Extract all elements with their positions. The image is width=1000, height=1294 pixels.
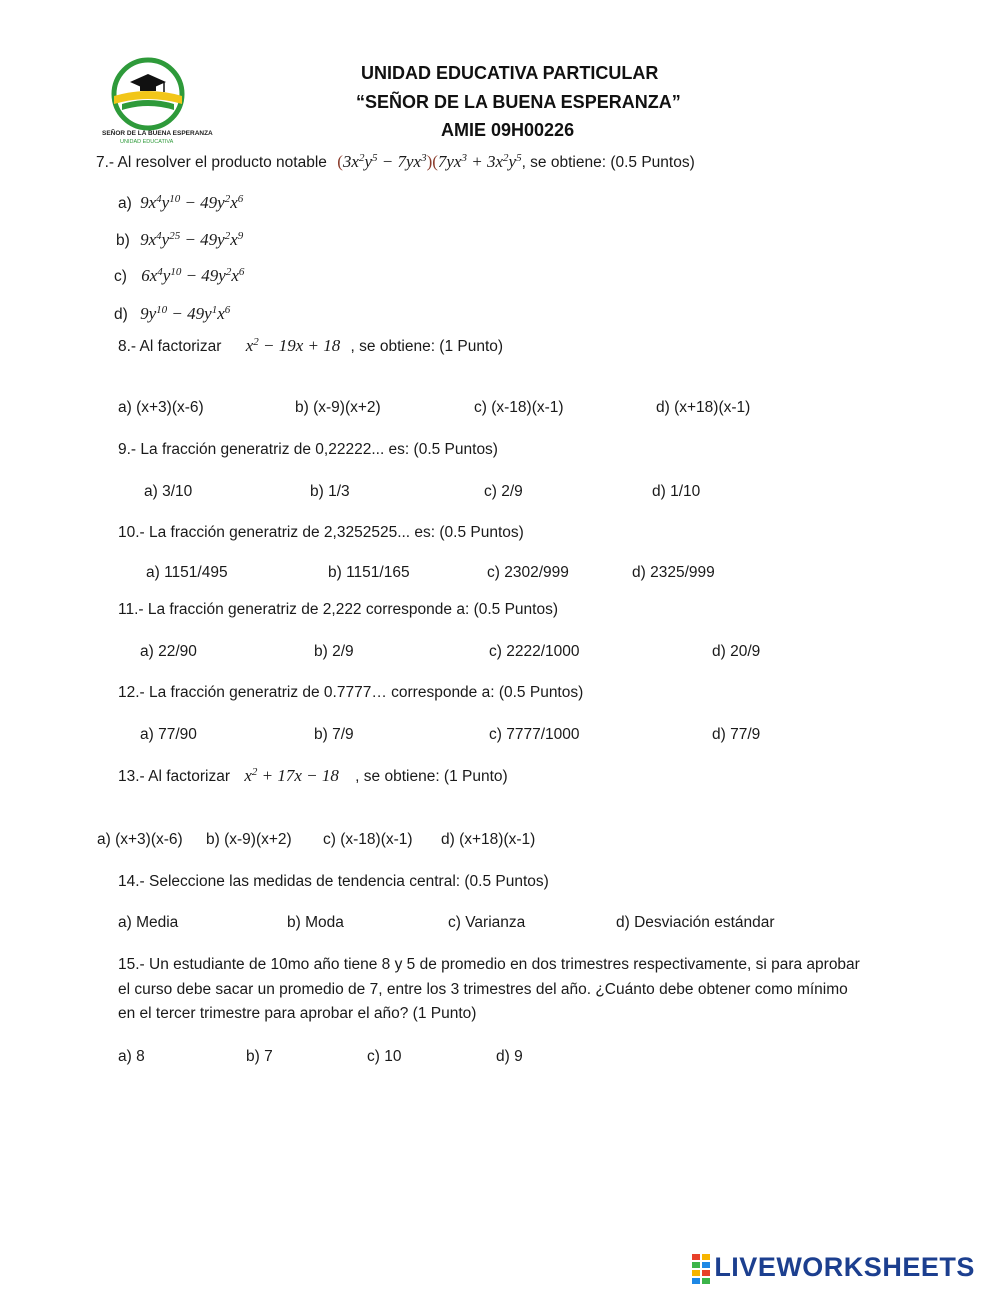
liveworksheets-brand-text: LIVEWORKSHEETS — [714, 1252, 975, 1282]
q10-option-c[interactable]: c) 2302/999 — [487, 564, 569, 581]
q7-option-a-label: a) — [118, 195, 132, 212]
q12-option-a[interactable]: a) 77/90 — [140, 726, 197, 743]
q11-option-d[interactable]: d) 20/9 — [712, 643, 761, 660]
logo-subtext: UNIDAD EDUCATIVA — [120, 139, 174, 145]
q13-option-d[interactable]: d) (x+18)(x-1) — [441, 831, 536, 848]
q7-option-b[interactable] — [116, 230, 243, 250]
q7-option-c[interactable] — [114, 266, 244, 286]
q11-option-c[interactable]: c) 2222/1000 — [489, 643, 580, 660]
q8-expression: $x^2 - 19x + 18$ — [245, 336, 341, 355]
q7-option-a[interactable] — [118, 193, 243, 213]
q10-option-b[interactable]: b) 1151/165 — [328, 564, 410, 581]
q10-option-d[interactable]: d) 2325/999 — [632, 564, 715, 581]
q9-option-d[interactable]: d) 1/10 — [652, 483, 701, 500]
question-7-prefix: 7.- Al resolver el producto notable — [96, 154, 327, 171]
q13-expression: $x^2 + 17x - 18$ — [244, 766, 339, 785]
question-11: 11.- La fracción generatriz de 2,222 corresponde a: (0.5 Puntos) — [118, 601, 559, 618]
q7-option-c-label: c) — [114, 268, 127, 285]
q8-option-c[interactable]: c) (x-18)(x-1) — [474, 399, 564, 416]
q14-option-d[interactable]: d) Desviación estándar — [616, 914, 775, 931]
school-name-heading: “SEÑOR DE LA BUENA ESPERANZA” — [356, 92, 681, 112]
question-8-prefix: 8.- Al factorizar — [118, 338, 222, 355]
question-14: 14.- Seleccione las medidas de tendencia central: (0.5 Puntos) — [118, 873, 549, 890]
q7-expression: $(3x^2y^5 - 7yx^3)(7yx^3 + 3x^2y^5$ — [337, 152, 522, 171]
question-9: 9.- La fracción generatriz de 0,22222... es: (0.5 Puntos) — [118, 441, 498, 458]
amie-code-heading: AMIE 09H00226 — [441, 120, 575, 140]
q15-option-c[interactable]: c) 10 — [367, 1048, 402, 1065]
school-type-heading: UNIDAD EDUCATIVA PARTICULAR — [361, 63, 659, 83]
q11-option-b[interactable]: b) 2/9 — [314, 643, 354, 660]
q8-option-d[interactable]: d) (x+18)(x-1) — [656, 399, 751, 416]
q7-option-d-label: d) — [114, 306, 128, 323]
question-7 — [96, 152, 695, 172]
q13-option-c[interactable]: c) (x-18)(x-1) — [323, 831, 413, 848]
q9-option-a[interactable]: a) 3/10 — [144, 483, 193, 500]
q7-option-c-math: $6x^4y^{10} - 49y^2x^6$ — [141, 266, 245, 285]
q7-option-d[interactable] — [114, 304, 230, 324]
school-logo — [100, 56, 213, 150]
q15-option-a[interactable]: a) 8 — [118, 1048, 145, 1065]
q14-option-b[interactable]: b) Moda — [287, 914, 344, 931]
liveworksheets-brand[interactable] — [692, 1252, 975, 1286]
liveworksheets-logo-icon — [692, 1254, 710, 1284]
q9-option-c[interactable]: c) 2/9 — [484, 483, 523, 500]
q13-option-a[interactable]: a) (x+3)(x-6) — [97, 831, 183, 848]
q11-option-a[interactable]: a) 22/90 — [140, 643, 197, 660]
question-13-suffix: , se obtiene: (1 Punto) — [355, 768, 508, 785]
q15-option-d[interactable]: d) 9 — [496, 1048, 523, 1065]
q13-option-b[interactable]: b) (x-9)(x+2) — [206, 831, 292, 848]
question-7-suffix: , se obtiene: (0.5 Puntos) — [521, 154, 695, 171]
q8-option-b[interactable]: b) (x-9)(x+2) — [295, 399, 381, 416]
question-8-suffix: , se obtiene: (1 Punto) — [350, 338, 504, 355]
logo-text: SEÑOR DE LA BUENA ESPERANZA — [102, 130, 213, 137]
q7-option-b-label: b) — [116, 232, 130, 249]
question-13-prefix: 13.- Al factorizar — [118, 768, 230, 785]
q12-option-d[interactable]: d) 77/9 — [712, 726, 761, 743]
q7-option-d-math: $9y^{10} - 49y^1x^6$ — [140, 304, 231, 323]
question-10: 10.- La fracción generatriz de 2,3252525... es: (0.5 Puntos) — [118, 524, 524, 541]
q7-option-a-math: $9x^4y^{10} - 49y^2x^6$ — [140, 193, 244, 212]
q10-option-a[interactable]: a) 1151/495 — [146, 564, 228, 581]
q9-option-b[interactable]: b) 1/3 — [310, 483, 350, 500]
question-12: 12.- La fracción generatriz de 0.7777… corresponde a: (0.5 Puntos) — [118, 684, 584, 701]
q14-option-a[interactable]: a) Media — [118, 914, 179, 931]
q12-option-c[interactable]: c) 7777/1000 — [489, 726, 580, 743]
q14-option-c[interactable]: c) Varianza — [448, 914, 526, 931]
q8-option-a[interactable]: a) (x+3)(x-6) — [118, 399, 204, 416]
q15-option-b[interactable]: b) 7 — [246, 1048, 273, 1065]
q12-option-b[interactable]: b) 7/9 — [314, 726, 354, 743]
question-13 — [118, 766, 508, 786]
question-8 — [118, 336, 503, 356]
q7-option-b-math: $9x^4y^{25} - 49y^2x^9$ — [140, 230, 244, 249]
question-15: 15.- Un estudiante de 10mo año tiene 8 y 5 de promedio en dos trimestres respectivamente, si para aprobar el curso debe sacar un promedio de 7, entre los 3 trimestres del año. ¿Cuánto debe obtener como mínimo en el tercer trimestre para aprobar el año? (1 Punto) — [118, 956, 860, 1022]
